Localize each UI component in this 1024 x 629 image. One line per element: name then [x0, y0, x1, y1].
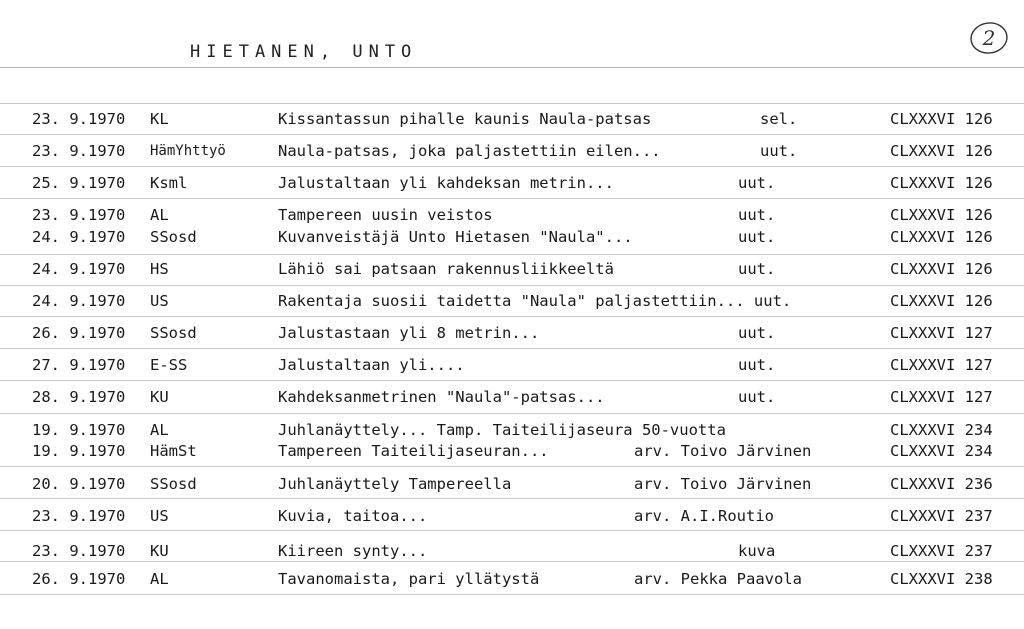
entry-source: KU: [150, 388, 169, 406]
entry-title: Jalustaltaan yli....: [278, 356, 465, 374]
entry-source: HämYhttyö: [150, 143, 226, 159]
entry-reference: CLXXXVI 126: [890, 142, 993, 160]
entry-title: Rakentaja suosii taidetta "Naula" paljastettiin... uut.: [278, 292, 792, 310]
entry-note: arv. Toivo Järvinen: [634, 442, 812, 460]
entry-date: 23. 9.1970: [32, 542, 126, 560]
entry-source: Ksml: [150, 174, 188, 192]
entry-row: [0, 108, 1024, 130]
entry-reference: CLXXXVI 127: [890, 324, 993, 342]
entry-title: Tampereen uusin veistos: [278, 206, 493, 224]
entry-row: [0, 258, 1024, 280]
entry-row: [0, 322, 1024, 344]
entry-title: Kiireen synty...: [278, 542, 428, 560]
entry-source: KU: [150, 542, 169, 560]
entry-row: [0, 540, 1024, 562]
entry-source: SSosd: [150, 475, 197, 493]
entry-reference: CLXXXVI 234: [890, 442, 993, 460]
ruled-line: [0, 594, 1024, 595]
entry-reference: CLXXXVI 237: [890, 542, 993, 560]
entry-title: Kahdeksanmetrinen "Naula"-patsas...: [278, 388, 605, 406]
ruled-line: [0, 466, 1024, 467]
ruled-line: [0, 413, 1024, 414]
entry-title: Tavanomaista, pari yllätystä: [278, 570, 540, 588]
ruled-line: [0, 316, 1024, 317]
entry-source: HS: [150, 260, 169, 278]
entry-source: US: [150, 292, 169, 310]
entry-note: uut.: [738, 260, 776, 278]
entry-note: uut.: [738, 356, 776, 374]
entry-source: KL: [150, 110, 169, 128]
ruled-line: [0, 285, 1024, 286]
entry-note: arv. A.I.Routio: [634, 507, 774, 525]
card-number-badge: [968, 20, 1010, 56]
entry-source: E-SS: [150, 356, 188, 374]
entry-date: 23. 9.1970: [32, 206, 126, 224]
entry-date: 27. 9.1970: [32, 356, 126, 374]
entry-title: Juhlanäyttely... Tamp. Taiteilijaseura 50-vuotta: [278, 421, 726, 439]
entry-title: Jalustastaan yli 8 metrin...: [278, 324, 540, 342]
entry-row: [0, 354, 1024, 376]
entry-title: Jalustaltaan yli kahdeksan metrin...: [278, 174, 614, 192]
ruled-line: [0, 348, 1024, 349]
entry-reference: CLXXXVI 126: [890, 292, 993, 310]
entry-reference: CLXXXVI 126: [890, 174, 993, 192]
entry-title: Kuvanveistäjä Unto Hietasen "Naula"...: [278, 228, 633, 246]
entry-date: 25. 9.1970: [32, 174, 126, 192]
entry-row: [0, 290, 1024, 312]
entry-note: uut.: [738, 228, 776, 246]
entry-source: HämSt: [150, 442, 197, 460]
entry-date: 19. 9.1970: [32, 442, 126, 460]
entry-title: Juhlanäyttely Tampereella: [278, 475, 512, 493]
entry-reference: CLXXXVI 238: [890, 570, 993, 588]
entry-note: arv. Toivo Järvinen: [634, 475, 812, 493]
entry-date: 28. 9.1970: [32, 388, 126, 406]
ruled-line: [0, 380, 1024, 381]
card-header-title: HIETANEN, UNTO: [190, 42, 418, 62]
entry-source: SSosd: [150, 324, 197, 342]
entry-source: AL: [150, 206, 169, 224]
entry-note: uut.: [760, 142, 798, 160]
entry-source: AL: [150, 421, 169, 439]
ruled-line: [0, 166, 1024, 167]
ruled-line: [0, 530, 1024, 531]
entry-row: [0, 568, 1024, 590]
entry-reference: CLXXXVI 127: [890, 388, 993, 406]
ruled-line: [0, 134, 1024, 135]
entry-note: uut.: [738, 324, 776, 342]
entry-row: [0, 419, 1024, 441]
entry-row: [0, 505, 1024, 527]
entry-title: Tampereen Taiteilijaseuran...: [278, 442, 549, 460]
entry-row: [0, 204, 1024, 226]
entry-reference: CLXXXVI 126: [890, 260, 993, 278]
entry-reference: CLXXXVI 237: [890, 507, 993, 525]
entry-note: uut.: [738, 206, 776, 224]
entry-row: [0, 440, 1024, 462]
entry-title: Kissantassun pihalle kaunis Naula-patsas: [278, 110, 652, 128]
entry-date: 20. 9.1970: [32, 475, 126, 493]
entry-date: 24. 9.1970: [32, 260, 126, 278]
ruled-line: [0, 254, 1024, 255]
ruled-line: [0, 198, 1024, 199]
circle-mark-icon: [968, 20, 1010, 56]
entry-reference: CLXXXVI 236: [890, 475, 993, 493]
entry-source: AL: [150, 570, 169, 588]
entry-source: US: [150, 507, 169, 525]
entry-date: 19. 9.1970: [32, 421, 126, 439]
entry-note: arv. Pekka Paavola: [634, 570, 802, 588]
entry-reference: CLXXXVI 234: [890, 421, 993, 439]
entry-title: Lähiö sai patsaan rakennusliikkeeltä: [278, 260, 614, 278]
entry-row: [0, 172, 1024, 194]
entry-note: uut.: [738, 388, 776, 406]
entry-note: sel.: [760, 110, 798, 128]
entry-date: 23. 9.1970: [32, 142, 126, 160]
entry-reference: CLXXXVI 127: [890, 356, 993, 374]
entry-date: 24. 9.1970: [32, 292, 126, 310]
entry-row: [0, 140, 1024, 162]
entry-title: Naula-patsas, joka paljastettiin eilen...: [278, 142, 661, 160]
entry-row: [0, 473, 1024, 495]
entry-row: [0, 226, 1024, 248]
entry-reference: CLXXXVI 126: [890, 206, 993, 224]
entry-reference: CLXXXVI 126: [890, 110, 993, 128]
entry-date: 26. 9.1970: [32, 324, 126, 342]
card-number: 2: [982, 26, 996, 50]
ruled-line: [0, 103, 1024, 104]
entry-date: 23. 9.1970: [32, 507, 126, 525]
entry-date: 23. 9.1970: [32, 110, 126, 128]
entry-title: Kuvia, taitoa...: [278, 507, 428, 525]
entry-source: SSosd: [150, 228, 197, 246]
entry-row: [0, 386, 1024, 408]
entry-reference: CLXXXVI 126: [890, 228, 993, 246]
entry-note: kuva: [738, 542, 776, 560]
entry-date: 26. 9.1970: [32, 570, 126, 588]
ruled-line: [0, 67, 1024, 68]
entry-date: 24. 9.1970: [32, 228, 126, 246]
ruled-line: [0, 498, 1024, 499]
entry-note: uut.: [738, 174, 776, 192]
